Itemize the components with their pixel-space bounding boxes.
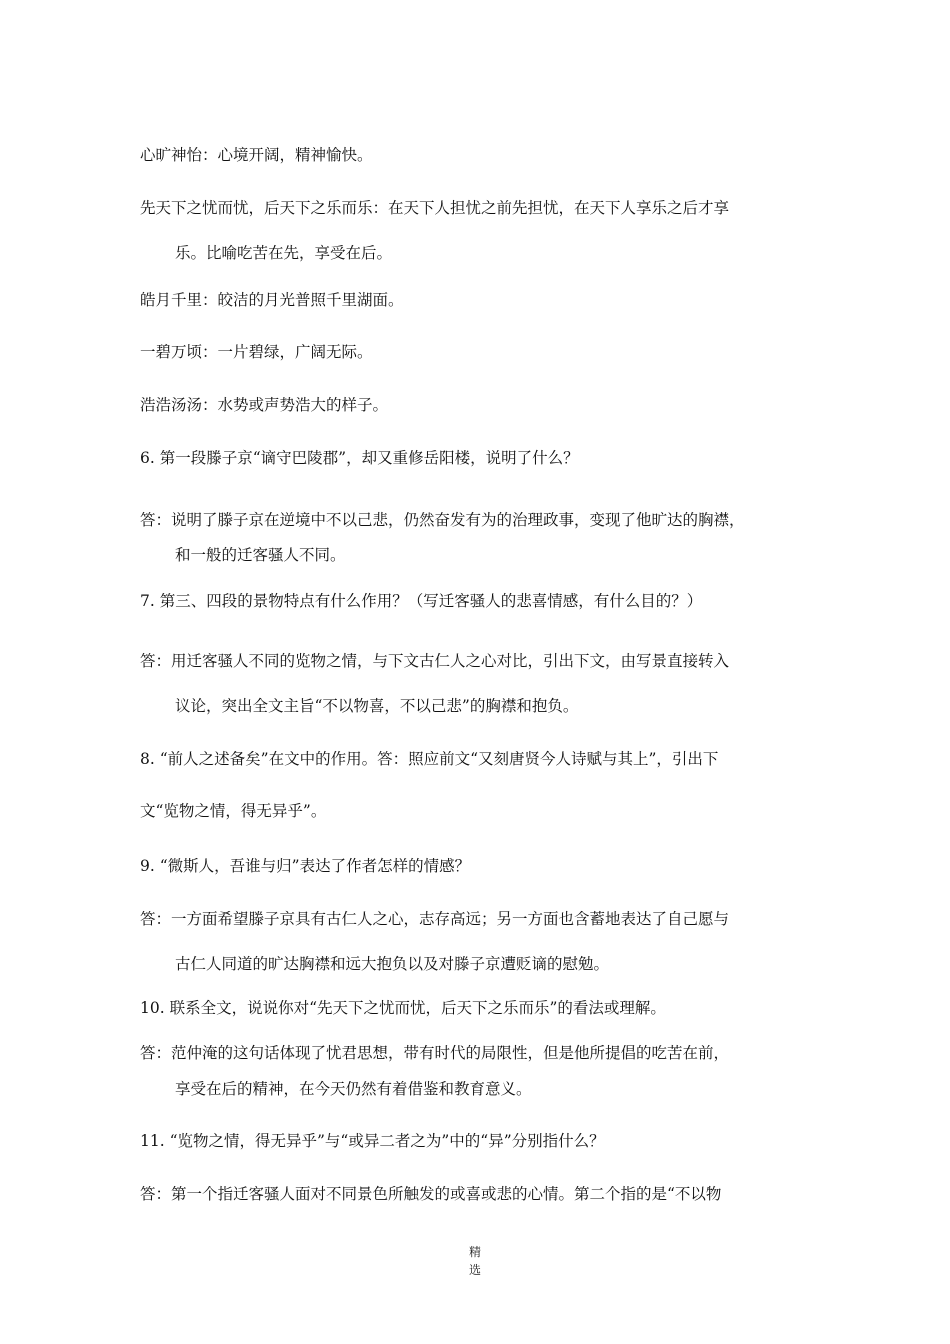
question-6: 6. 第一段滕子京“谪守巴陵郡”，却又重修岳阳楼，说明了什么？ [140, 449, 579, 467]
answer-9: 答：一方面希望滕子京具有古仁人之心，志存高远；另一方面也含蓄地表达了自己愿与 [140, 910, 730, 928]
question-11: 11. “览物之情，得无异乎”与“或异二者之为”中的“异”分别指什么？ [140, 1132, 605, 1150]
answer-11: 答：第一个指迁客骚人面对不同景色所触发的或喜或悲的心情。第二个指的是“不以物 [140, 1185, 722, 1203]
footer-char: 选 [468, 1263, 481, 1277]
question-7: 7. 第三、四段的景物特点有什么作用？（写迁客骚人的悲喜情感，有什么目的？） [140, 592, 703, 610]
answer-10: 答：范仲淹的这句话体现了忧君思想，带有时代的局限性，但是他所提倡的吃苦在前， [140, 1044, 730, 1062]
question-9: 9. “微斯人，吾谁与归”表达了作者怎样的情感？ [140, 857, 471, 875]
answer-10-cont: 享受在后的精神，在今天仍然有着借鉴和教育意义。 [175, 1080, 532, 1098]
text-line: 皓月千里：皎洁的月光普照千里湖面。 [140, 291, 404, 309]
answer-9-cont: 古仁人同道的旷达胸襟和远大抱负以及对滕子京遭贬谪的慰勉。 [175, 955, 610, 973]
question-8: 8. “前人之述备矣”在文中的作用。答：照应前文“又刻唐贤今人诗赋与其上”，引出下 [140, 750, 719, 768]
text-line: 乐。比喻吃苦在先，享受在后。 [175, 244, 393, 262]
question-10: 10. 联系全文，说说你对“先天下之忧而忧，后天下之乐而乐”的看法或理解。 [140, 999, 666, 1017]
answer-6: 答：说明了滕子京在逆境中不以己悲，仍然奋发有为的治理政事，变现了他旷达的胸襟， [140, 511, 745, 529]
answer-7: 答：用迁客骚人不同的览物之情，与下文古仁人之心对比，引出下文，由写景直接转入 [140, 652, 730, 670]
question-8-cont: 文“览物之情，得无异乎”。 [140, 802, 327, 820]
footer-char: 精 [468, 1245, 481, 1259]
answer-6-cont: 和一般的迁客骚人不同。 [175, 546, 346, 564]
text-line: 先天下之忧而忧，后天下之乐而乐：在天下人担忧之前先担忧，在天下人享乐之后才享 [140, 199, 730, 217]
text-line: 心旷神怡：心境开阔，精神愉快。 [140, 146, 373, 164]
answer-7-cont: 议论，突出全文主旨“不以物喜，不以己悲”的胸襟和抱负。 [175, 697, 579, 715]
text-line: 一碧万顷：一片碧绿，广阔无际。 [140, 343, 373, 361]
text-line: 浩浩汤汤：水势或声势浩大的样子。 [140, 396, 389, 414]
